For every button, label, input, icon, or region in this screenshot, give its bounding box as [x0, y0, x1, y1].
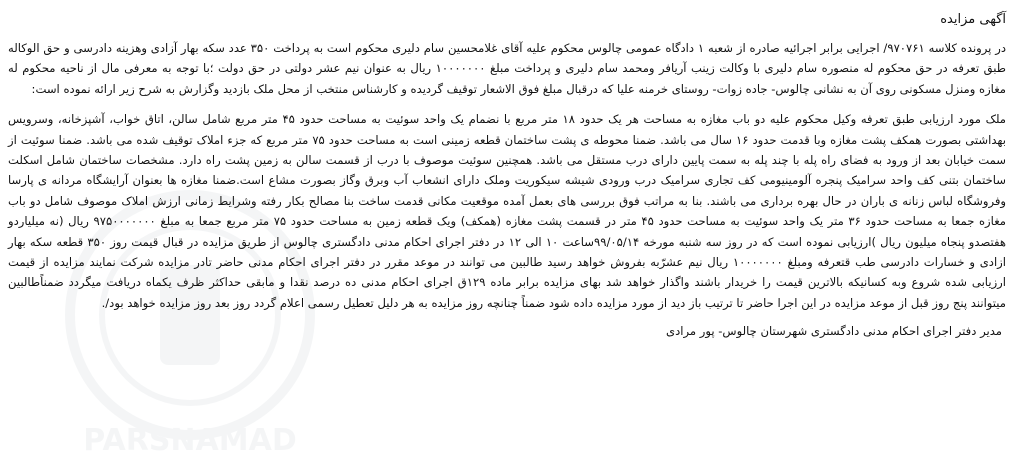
- notice-signature: مدیر دفتر اجرای احکام مدنی دادگستری شهرستان چالوس- پور مرادی: [666, 324, 1002, 339]
- notice-paragraph-appraisal: ملک مورد ارزیابی طبق تعرفه وکیل محکوم علیه دو باب مغازه به مساحت هر یک حدود ۱۸ متر مربع با نضمام یک واحد سوئیت به مساحت حدود ۴۵ متر مربع شامل سالن، اتاق خواب، آشپزخانه، وسرویس بهداشتی بصورت همکف پشت مغازه وبا قدمت حدود ۱۶ سال می باشد. ضمنا محوطه ی پشت ساختمان قطعه زمینی است به مساحت حدود ۷۵ متر مربع که جزء املاک توقیف شده می باشد. ضمنا سوئیت از سمت خیابان بعد از ورود به فضای راه پله با چند پله به سمت پایین دارای درب مستقل می باشد. همچنین سوئیت موصوف با درب از قسمت سالن به زمین پشت راه دارد. مشخصات ساختمان شامل اسکلت ساختمان بتنی کف واحد سرامیک پنجره آلومینیومی کف تجاری سرامیک درب ورودی شیشه سیکوریت وملک دارای انشعاب آب وبرق وگاز بصورت مشاع است.ضمنا مغازه ها بعنوان آرایشگاه مردانه ی پارسا وفروشگاه لباس زنانه ی باران در حال بهره برداری می باشند. بنا به مراتب فوق بررسی های بعمل آمده موقعیت مکانی قدمت ساخت بنا مصالح بکار رفته وشرایط زمانی ارزش املاک موصوف شامل دو باب مغازه جمعا به مساحت حدود ۳۶ متر یک واحد سوئیت به مساحت حدود ۴۵ متر در قسمت پشت مغازه (همکف) ویک قطعه زمین به مساحت حدود ۷۵ متر مربع جمعا به مبلغ ۹۷۵۰۰۰۰۰۰۰ ریال (نه میلیاردو هفتصدو پنجاه میلیون ریال )ارزیابی نموده است که در روز سه شنبه مورخه ۹۹/۰۵/۱۴ساعت ۱۰ الی ۱۲ در دفتر اجرای احکام مدنی دادگستری چالوس از طریق مزایده در قبال قیمت روز ۳۵۰ قطعه سکه بهار ازادی و خسارات دادرسی طب قتعرفه ومبلغ ۱۰۰۰۰۰۰۰ ریال نیم عشرّبه بفروش خواهد رسید طالبین می توانند در موعد مقرر در دفتر اجرای احکام مدنی حاضر تادر مزایده شرکت نمایند مزایده از قیمت ارزیابی شده شروع وبه کسانیکه بالاترین قیمت را خریدار باشند واگذار خواهد شد بهای مزایده برابر ماده ۱۲۹ق اجرای احکام مدنی ده درصد نقدا و مابقی حداکثر ظرف یکماه دریافت میگردد ضمناًطالبین میتوانند پنج روز قبل از موعد مزایده در این اجرا حاضر تا ترتیب باز دید از مورد مزایده داده شود ضمناً چنانچه روز مزایده به هر دلیل تعطیل رسمی اعلام گردد روز بعد روز مزایده خواهد بود/.: [8, 112, 1007, 310]
- auction-notice: [8, 0, 1016, 470]
- notice-title: آگهی مزایده: [940, 12, 1006, 27]
- notice-paragraph-case: در پرونده کلاسه ۹۷۰۷۶۱/ اجرایی برابر اجرائیه صادره از شعبه ۱ دادگاه عمومی چالوس محکوم علیه آقای غلامحسین سام دلیری محکوم است به پرداخت ۳۵۰ عدد سکه بهار آزادی وهزینه دادرسی و حق الوکاله طبق تعرفه در حق محکوم له منصوره سام دلیری با وکالت زینب آریافر ومحمد سام دلیری و پرداخت مبلغ ۱۰۰۰۰۰۰۰ ریال به عنوان نیم عشر دولتی در حق دولت ؛با توجه به معرفی مال از ناحیه محکوم له مغازه ومنزل مسکونی روی آن به نشانی چالوس- جاده زوات- روستای خرمنه علیا که درقبال مبلغ فوق الاشعار توقیف گردیده و کارشناس منتخب از محل ملک بازدید وگزارش به شرح زیر ارائه نموده است:: [8, 41, 1007, 96]
- watermark-text: PARSNAMAD: [83, 423, 297, 458]
